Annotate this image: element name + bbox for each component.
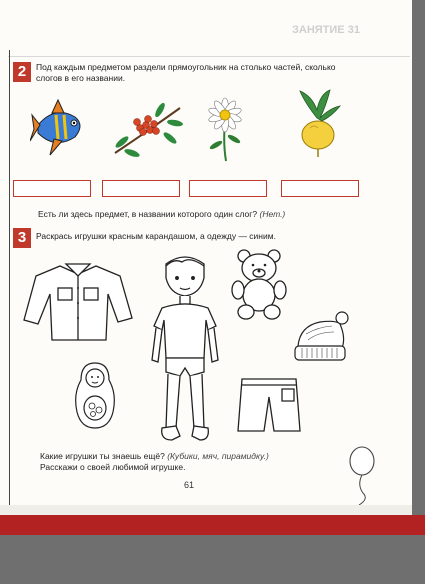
page-number: 61 [184, 480, 195, 490]
task-3-number: 3 [13, 228, 31, 248]
scanner-background [0, 535, 425, 584]
turnip-picture [290, 88, 345, 158]
top-rule [8, 56, 410, 57]
task-3-instruction: Раскрась игрушки красным карандашом, а одежду — синим. [36, 231, 276, 241]
matryoshka-doll-picture[interactable] [73, 360, 118, 430]
toys-question: Какие игрушки ты знаешь ещё? (Кубики, мяч, пирамидку.) [40, 451, 269, 461]
syllable-box-2[interactable] [102, 180, 180, 197]
task-2-instruction: Под каждым предметом раздели прямоугольник на столько частей, сколько слогов в его названии. [36, 62, 336, 83]
syllable-box-4[interactable] [281, 180, 359, 197]
task-2-number: 2 [13, 62, 31, 82]
shirt-picture[interactable] [20, 258, 135, 343]
syllable-box-3[interactable] [189, 180, 267, 197]
favorite-toy-prompt: Расскажи о своей любимой игрушке. [40, 462, 186, 472]
syllable-box-1[interactable] [13, 180, 91, 197]
left-margin-rule [9, 50, 10, 505]
red-background-strip [0, 515, 425, 535]
shorts-picture[interactable] [234, 375, 304, 435]
boy-picture [148, 250, 223, 445]
chamomile-flower-picture [200, 95, 250, 163]
knitted-hat-picture[interactable] [290, 310, 352, 365]
fish-picture [30, 95, 90, 165]
faint-header-show-through: ЗАНЯТИЕ 31 [292, 24, 360, 36]
teddy-bear-picture[interactable] [230, 248, 290, 320]
balloon-picture [345, 445, 380, 505]
page-bottom-edge [0, 505, 412, 515]
rowan-branch-picture [110, 98, 185, 163]
task-2-question: Есть ли здесь предмет, в названии которого один слог? (Нет.) [38, 209, 286, 219]
